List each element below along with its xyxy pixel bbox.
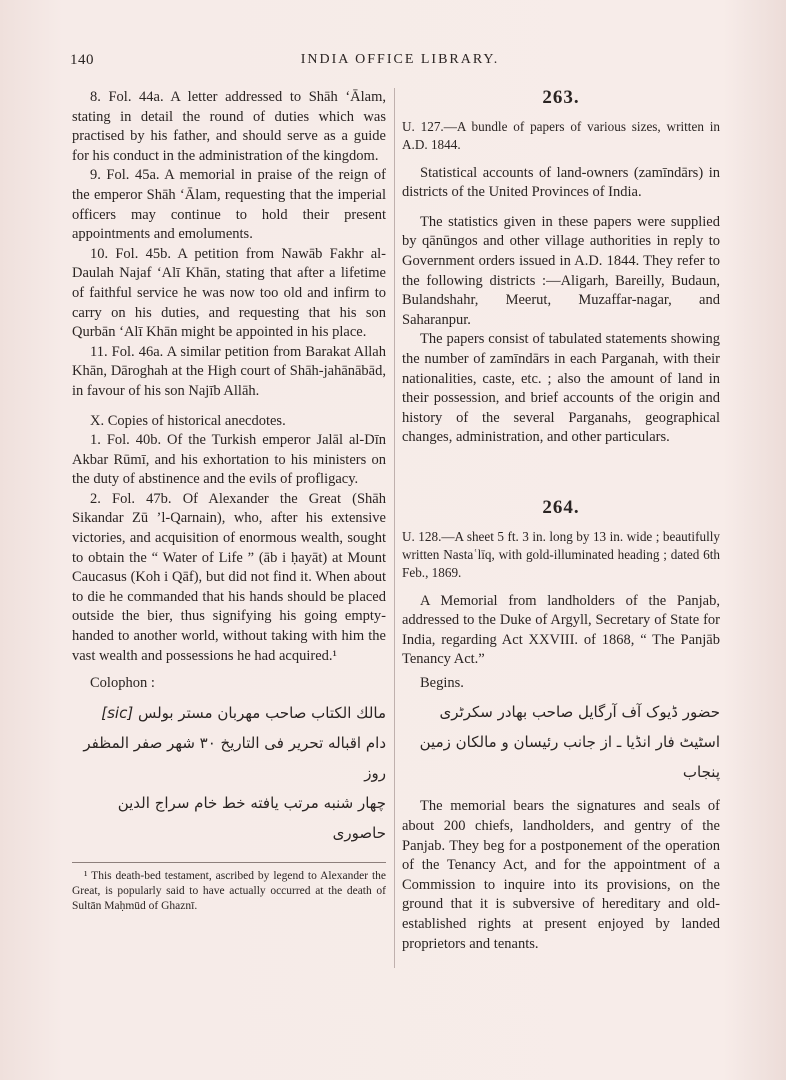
entry-gap [402,448,720,498]
entry-263-para-1: Statistical accounts of land-owners (zamīndārs) in districts of the United Provinces of India. [402,164,720,201]
item-11: 11. Fol. 46a. A similar petition from Barakat Allah Khān, Dāroghah at the High court of Shāh-jahānābād, in favour of his son Najīb Allāh. [72,343,386,399]
page-number: 140 [70,52,94,68]
footnote-rule [72,862,386,863]
entry-264-shelfmark: U. 128.—A sheet 5 ft. 3 in. long by 13 in. wide ; beautifully written Nastaʿlīq, with gold-illuminated heading ; dated 6th Feb., 1869. [402,528,720,580]
sic-mark: [sic] [101,703,134,722]
left-column [72,88,386,914]
right-column [402,88,720,954]
spacer [402,787,720,797]
running-head [70,52,730,72]
begins-label: Begins. [420,674,464,691]
spacer [402,203,720,213]
colophon-line-1 [72,698,386,728]
colophon-line-3: چهار شنبه مرتب يافته خط خام سراج الدين [117,793,386,812]
section-x-heading: X. Copies of historical anecdotes. [90,412,286,429]
colophon-line-2: دام اقباله تحرير فى التاريخ ٣٠ شهر صفر المظفر روز [83,733,386,782]
colophon-line-4: حاصورى [332,823,386,842]
footnote: ¹ This death-bed testament, ascribed by legend to Alexander the Great, is popularly said to have actually occurred at the death of Sultān Maḥmūd of Ghaznī. [72,869,386,912]
item-8: 8. Fol. 44a. A letter addressed to Shāh ‘Ālam, stating in detail the round of duties which was practised by his father, and should serve as a guide for his conduct in the administration of the kingdom. [72,89,386,164]
spacer [72,402,386,412]
column-divider [394,88,395,968]
begins-line-2: اسٹیٹ فار انڈیا ـ از جانب رئیسان و مالکان زمین [419,733,720,752]
spacer [402,154,720,164]
begins-text [402,697,720,787]
item-10: 10. Fol. 45b. A petition from Nawāb Fakhr al-Daulah Najaf ‘Alī Khān, stating that after a lifetime of faithful service he was now too old and infirm to carry on his duties, and requesting that his son Qurbān ‘Alī Khān might be appointed in his place. [72,245,386,341]
colophon-line-1-text: مالك الكتاب صاحب مهربان مستر بولس [137,703,386,722]
entry-264-number: 264. [542,496,580,518]
entry-264-para-1: A Memorial from landholders of the Panjab, addressed to the Duke of Argyll, Secretary of State for India, regarding Act XXVIII. of 1868, “ The Panjāb Tenancy Act.” [402,592,720,668]
item-9: 9. Fol. 45a. A memorial in praise of the reign of the emperor Shāh ‘Ālam, requesting that the imperial officers may continue to hold their present appointments and emoluments. [72,167,386,243]
begins-line-3: پنجاب [682,763,720,782]
entry-263-para-2: The statistics given in these papers were supplied by qānūngos and other village authorities in reply to Government orders issued in A.D. 1844. They refer to the following districts :—Aligarh, Bareilly, Budaun, Bulandshahr, Meerut, Muzaffar-nagar, and Saharanpur. [402,213,720,328]
entry-263-para-3: The papers consist of tabulated statements showing the number of zamīndārs in each Parganah, with their nationalities, caste, etc. ; also the amount of land in their possession, and brief accounts of the origin and history of the several Parganahs, geographical changes, administration, and other particulars. [402,331,720,446]
running-title: INDIA OFFICE LIBRARY. [300,52,500,67]
anecdote-2: 2. Fol. 47b. Of Alexander the Great (Shāh Sikandar Zū ’l-Qarnain), who, after his extensive victories, and acquisition of enormous wealth, sought to obtain the “ Water of Life ” (āb i ḥayāt) at Mount Caucasus (Koh i Qāf), but did not find it. When about to die he commanded that his hands should be placed outside the bier, thus signifying his going empty-handed to another world, without taking with him the vast wealth and possessions he had acquired.¹ [72,490,386,664]
anecdote-1: 1. Fol. 40b. Of the Turkish emperor Jalāl al-Dīn Akbar Rūmī, and his exhortation to his ministers on the duty of abstinence and the evils of profligacy. [72,432,386,488]
spacer [402,582,720,592]
entry-263-shelfmark: U. 127.—A bundle of papers of various sizes, written in A.D. 1844. [402,118,720,152]
entry-263-number: 263. [542,87,580,108]
colophon-text [72,698,386,848]
begins-line-1: حضور ڈیوک آف آرگایل صاحب بهادر سکرٹری [439,703,720,722]
colophon-label: Colophon : [90,675,155,692]
entry-264-para-2: The memorial bears the signatures and seals of about 200 chiefs, landholders, and gentry of the Panjab. They beg for a postponement of the operation of the Tenancy Act, and for the appointment of a Commission to inquire into its provisions, on the ground that it is subversive of hereditary and old-established rights at present enjoyed by landed proprietors and tenants. [402,798,720,952]
